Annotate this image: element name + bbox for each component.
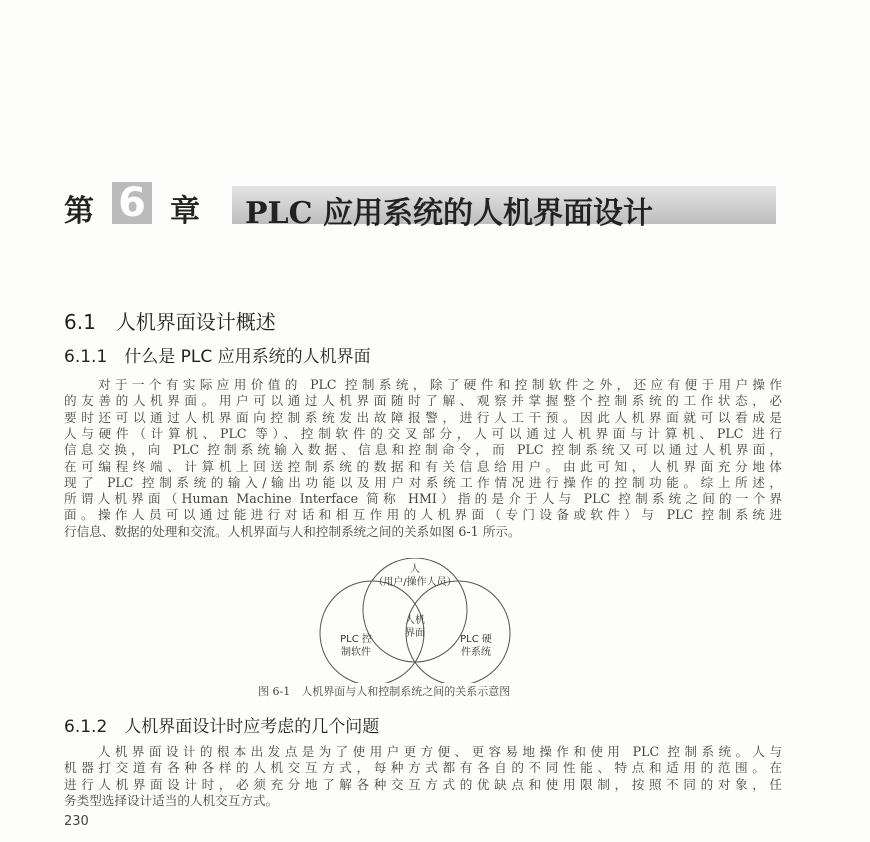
paragraph-line: 在可编程终端、计算机上回送控制系统的数据和有关信息给用户。由此可知，人机界面充分地体 — [64, 458, 782, 474]
paragraph-line: 对于一个有实际应用价值的 PLC 控制系统，除了硬件和控制软件之外，还应有便于用户操作 — [64, 377, 782, 392]
paragraph-line: 务类型选择设计适当的人机交互方式。 — [64, 792, 279, 808]
paragraph-line: 面。操作人员可以通过能进行对话和相互作用的人机界面（专门设备或软件）与 PLC 控制系统进 — [64, 507, 782, 523]
paragraph-line: 的友善的人机界面。用户可以通过人机界面随时了解、观察并掌握整个控制系统的工作状态，必 — [64, 393, 782, 409]
label-left-2: 制软件 — [341, 647, 371, 658]
paragraph-line: 进行人机界面设计时，必须充分地了解各种交互方式的优缺点和使用限制，按照不同的对象，任 — [64, 776, 782, 792]
paragraph-line: 行信息、数据的处理和交流。人机界面与人和控制系统之间的关系如图 6-1 所示。 — [64, 523, 521, 539]
label-left-1: PLC 控 — [340, 634, 372, 645]
label-right-2: 件系统 — [461, 647, 491, 658]
chapter-prefix: 第 — [64, 194, 94, 229]
label-center-1: 人机 — [405, 615, 425, 626]
paragraph-line: 要时还可以通过人机界面向控制系统发出故障报警，进行人工干预。因此人机界面就可以看成是 — [64, 409, 782, 425]
paragraph-line: 现了 PLC 控制系统的输入/输出功能以及用户对系统工作情况进行操作的控制功能。综上所述， — [64, 474, 782, 490]
subsection-heading-1: 6.1.1 什么是 PLC 应用系统的人机界面 — [64, 347, 371, 367]
paragraph-line: 人与硬件（计算机、PLC 等）、控制软件的交叉部分，人可以通过人机界面与计算机、PLC 进行 — [64, 425, 782, 441]
chapter-title: PLC 应用系统的人机界面设计 — [245, 196, 653, 231]
subsection-heading-2: 6.1.2 人机界面设计时应考虑的几个问题 — [64, 717, 380, 737]
figure-caption: 图 6-1 人机界面与人和控制系统之间的关系示意图 — [258, 685, 511, 698]
label-top-2: （用户/操作人员） — [373, 577, 457, 588]
label-right-1: PLC 硬 — [460, 634, 492, 645]
paragraph-line: 机器打交道有各种各样的人机交互方式，每种方式都有各自的不同性能、特点和适用的范围。在 — [64, 760, 782, 776]
chapter-number: 6 — [112, 182, 152, 224]
label-top-1: 人 — [410, 564, 420, 575]
paragraph-line: 信息交换，向 PLC 控制系统输入数据、信息和控制命令，而 PLC 控制系统又可以通过人机界面， — [64, 442, 782, 458]
paragraph-line: 人机界面设计的根本出发点是为了使用户更方便、更容易地操作和使用 PLC 控制系统。人与 — [64, 744, 782, 759]
section-heading: 6.1 人机界面设计概述 — [64, 310, 276, 334]
chapter-suffix: 章 — [170, 194, 200, 229]
venn-diagram — [300, 558, 540, 683]
label-center-2: 界面 — [405, 628, 425, 639]
paragraph-line: 所谓人机界面（Human Machine Interface 简称 HMI）指的是介于人与 PLC 控制系统之间的一个界 — [64, 491, 782, 507]
page-number: 230 — [64, 814, 89, 829]
